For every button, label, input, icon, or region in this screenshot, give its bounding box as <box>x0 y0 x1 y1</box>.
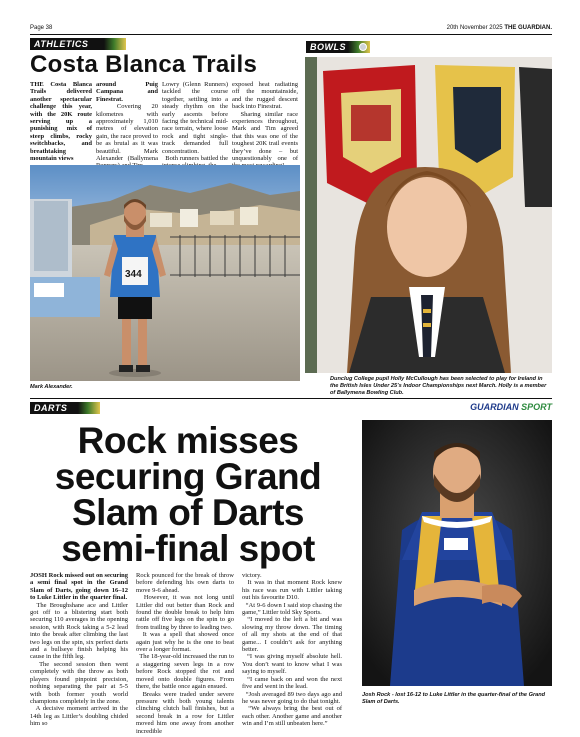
athletics-column-4: exposed heat radiating off the mountainside, and the rugged descent back into Finestrat. Sharing similar race experiences throughout, Mark and Tim agreed that this was one of the toughest 20K trail events they’ve done – but unquestionably one of <box>232 81 298 163</box>
athletics-column-2: around Puig Campana and Finestrat. Covering 20 kilometres with approximately 1,010 metres of elevation gain, the race proved to be as brutal as it was beautiful. Mark Alexander (Ballymena <box>96 81 158 163</box>
darts-headline <box>38 420 338 569</box>
darts-column-2: Rock pounced for the break of throw before defending his own darts to move 9-6 ahead. However, it was not long until Littler did out better than Rock and found the double break to help him rattle off five legs on the spin to go from trailing by three to leading two. It was a spell that showed once again just why he is the one to beat over a longer format. The 18-year-old increased the run to a staggering seven legs in a row before Rock stopped the rot and moved onto double figures. From there, the battle once again ensued. Breaks were traded under severe pressure with both young talents clinching clutch ball finishes, but a second break in a row for Littler moved him one away from another incredible <box>136 572 235 735</box>
runner-photo-image <box>30 165 300 381</box>
masthead-rule <box>30 34 552 35</box>
tag-swirl-decoration <box>78 402 100 414</box>
bowls-ball-icon <box>359 43 367 51</box>
guardian-sport-logo: GUARDIAN SPORT <box>470 402 552 412</box>
darts-headline-line: Slam of Darts <box>71 492 304 533</box>
bowls-player-photo <box>305 57 552 373</box>
masthead-date: 20th November 2025 THE GUARDIAN. <box>446 25 552 31</box>
tag-swirl-decoration <box>104 38 126 50</box>
darts-headline-line: semi-final spot <box>61 528 315 569</box>
masthead <box>30 24 552 34</box>
darts-headline-line: Rock misses <box>77 420 299 461</box>
section-divider <box>30 398 552 399</box>
runner-photo <box>30 165 300 381</box>
bowls-player-photo-image <box>305 57 552 373</box>
darts-column-1: JOSH Rock missed out on securing a semi final spot in the Grand Slam of Darts, going down 16–12 to Luke Littler in the quarter final. The Broughshane ace and Littler got off to a blistering start both securing 110 averages in the opening session, with Rock taking a 5-2 lead into the break after climbing the last two legs on the spin, six perfect darts and a bullseye finish helping his cause in the fifth leg. The second session then went completely with the throw as both players found pinpoint precision, nothing separating the pair at 5-5 with both former youth world champions completely in the zone. A decisive moment arrived in the 14th leg as Littler’s doubling chided him so <box>30 572 129 728</box>
darts-section-tag: DARTS <box>30 402 100 414</box>
darts-column-3: victory. It was in that moment Rock knew his race was run with Littler taking out his favourite D10. “At 9-6 down I said stop chasing the game,” Littler told Sky Sports. “I moved to the left a bit and was slowing my throw down. The timing of all my shots at the end of that game... I couldn’t ask for anything better. “I was giving myself absolute hell. You don’t want to know what I was saying to myself. “I came back on and won the next five and went in the lead. “Josh averaged 89 two days ago and he was never going to do that tonight. “We always bring the best out of each other. Another game and another win and I’m still unbeaten here.” <box>242 572 343 728</box>
darts-photo-caption: Josh Rock - lost 16-12 to Luke Littler in the quarter-final of the Grand Slam of Darts. <box>362 692 546 705</box>
darts-player-photo-image <box>362 420 552 686</box>
athletics-column-3: Lowry (Glenn Runners) tackled the course together, settling into a steady rhythm on the early ascents before facing the technical mid-race terrain, where loose rock and tight single-track demanded full concentration. Both runners battled the <box>162 81 229 163</box>
athletics-section-tag: ATHLETICS <box>30 38 126 50</box>
athletics-column-1: THE Costa Blanca Trails delivered another spectacular challenge this year, with the 20K route serving up a punishing mix of steep climbs, rocky switchbacks, and breathtaking mountain views <box>30 81 92 163</box>
bowls-section-tag: BOWLS <box>306 41 370 53</box>
athletics-headline: Costa Blanca Trails <box>30 51 258 78</box>
page-number: Page 38 <box>30 25 53 31</box>
bowls-photo-caption: Dunclug College pupil Holly McCullough has been selected to play for Ireland in the British Isles Under 25’s Indoor Championships next March. Holly is a member of Ballymena Bowling Club. <box>330 376 547 396</box>
runner-photo-caption: Mark Alexander. <box>30 384 73 390</box>
race-bib-number: 344 <box>125 269 142 280</box>
darts-player-photo <box>362 420 552 686</box>
darts-headline-line: securing Grand <box>54 456 322 497</box>
